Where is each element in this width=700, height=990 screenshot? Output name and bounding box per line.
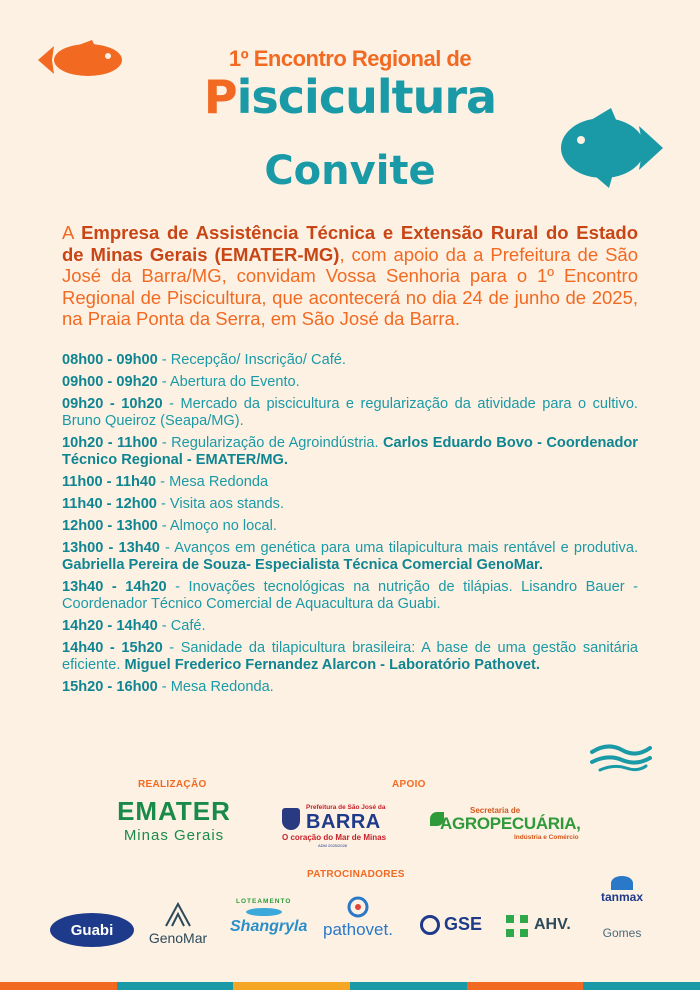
- prefeitura-slogan: O coração do Mar de Minas: [282, 833, 387, 842]
- emater-logo-name: EMATER: [117, 796, 231, 826]
- schedule-description: - Recepção/ Inscrição/ Café.: [157, 352, 346, 368]
- emater-logo-sub: Minas Gerais: [123, 827, 225, 844]
- schedule-description: - Abertura do Evento.: [157, 374, 300, 390]
- schedule-speaker: Carlos Eduardo Bovo - Coordenador Técnico Regional - EMATER/MG.: [62, 435, 638, 468]
- event-title-line1: 1º Encontro Regional de: [228, 46, 472, 71]
- prefeitura-name: BARRA: [306, 811, 381, 833]
- schedule-time: 12h00 - 13h00: [62, 518, 158, 534]
- schedule-item: [62, 435, 638, 469]
- gomes-logo-text: Gomes: [602, 926, 642, 940]
- genomar-logo: [146, 902, 210, 946]
- schedule-item: [62, 496, 638, 513]
- schedule-description: - Mesa Redonda.: [157, 679, 274, 695]
- bar-segment: [233, 982, 350, 990]
- patrocinadores-label: PATROCINADORES: [307, 869, 405, 880]
- prefeitura-top: Prefeitura de São José da: [306, 804, 386, 811]
- schedule-speaker: Miguel Frederico Fernandez Alarcon - Laboratório Pathovet.: [124, 657, 540, 673]
- schedule-time: 10h20 - 11h00: [62, 435, 158, 451]
- pathovet-mark-icon: [347, 896, 369, 918]
- schedule-item: [62, 518, 638, 535]
- schedule-list: [62, 352, 638, 701]
- genomar-mark-icon: [146, 902, 210, 928]
- schedule-time: 13h00 - 13h40: [62, 540, 160, 556]
- schedule-description: - Mesa Redonda: [156, 474, 269, 490]
- schedule-description: - Visita aos stands.: [156, 496, 285, 512]
- bottom-color-bar: [0, 982, 700, 990]
- schedule-description: - Regularização de Agroindústria.: [157, 435, 383, 451]
- crest-icon: [282, 808, 300, 830]
- gse-logo-text: GSE: [444, 914, 483, 934]
- schedule-time: 11h00 - 11h40: [62, 474, 157, 490]
- schedule-description: - Avanços em genética para uma tilapicultura mais rentável e produtiva.: [159, 540, 638, 556]
- tanmax-logo-text: tanmax: [600, 890, 644, 904]
- event-title-main: [0, 70, 700, 124]
- bar-segment: [467, 982, 584, 990]
- pathovet-logo: [313, 896, 403, 940]
- bar-segment: [583, 982, 700, 990]
- bar-segment: [117, 982, 234, 990]
- schedule-item: [62, 352, 638, 369]
- secretaria-top: Secretaria de: [470, 806, 521, 815]
- event-title-rest: iscicultura: [236, 70, 497, 124]
- schedule-time: 08h00 - 09h00: [62, 352, 158, 368]
- tanmax-mark-icon: [611, 876, 633, 890]
- event-title-first-letter: P: [203, 70, 237, 124]
- schedule-description: - Almoço no local.: [157, 518, 277, 534]
- shangryla-text: Shangryla: [230, 918, 308, 935]
- schedule-time: 11h40 - 12h00: [62, 496, 157, 512]
- schedule-item: [62, 618, 638, 635]
- schedule-time: 09h00 - 09h20: [62, 374, 158, 390]
- schedule-item: [62, 679, 638, 696]
- sun-wave-icon: [246, 908, 282, 916]
- schedule-description: - Café.: [157, 618, 206, 634]
- schedule-item: [62, 579, 638, 613]
- loteamento-text: LOTEAMENTO: [236, 898, 292, 905]
- schedule-speaker: Gabriella Pereira de Souza- Especialista Técnica Comercial GenoMar.: [62, 557, 543, 573]
- ahv-cross-h: [504, 923, 530, 929]
- bar-segment: [0, 982, 117, 990]
- schedule-time: 14h20 - 14h40: [62, 618, 158, 634]
- ahv-logo: [506, 915, 576, 939]
- schedule-time: 09h20 - 10h20: [62, 396, 163, 412]
- bar-segment: [350, 982, 467, 990]
- intro-organization: Empresa de Assistência Técnica e Extensão Rural do Estado de Minas Gerais (EMATER-MG): [62, 222, 638, 265]
- guabi-logo-text: Guabi: [70, 921, 114, 939]
- secretaria-sub: Indústria e Comércio: [514, 834, 579, 841]
- secretaria-name: AGROPECUÁRIA,: [440, 814, 581, 833]
- schedule-item: [62, 640, 638, 674]
- schedule-description: - Mercado da piscicultura e regularização da atividade para o cultivo. Bruno Queiroz (Seapa/MG).: [62, 396, 638, 429]
- gomes-logo: [594, 926, 650, 940]
- ahv-logo-text: AHV.: [534, 916, 571, 933]
- shangryla-logo: [226, 896, 308, 948]
- schedule-time: 15h20 - 16h00: [62, 679, 158, 695]
- intro-text-rest: , com apoio da a Prefeitura de São José da Barra/MG, convidam Vossa Senhoria para o 1º Encontro Regional de Piscicultura, que acontecerá no dia 24 de junho de 2025, na Praia Ponta da Serra, em São José da Barra.: [62, 243, 638, 329]
- intro-text-start: A: [62, 222, 82, 243]
- genomar-logo-text: GenoMar: [148, 930, 208, 946]
- gse-mark-icon: [420, 915, 440, 935]
- schedule-item: [62, 474, 638, 491]
- schedule-description: - Inovações tecnológicas na nutrição de tilápias. Lisandro Bauer - Coordenador Técnico Comercial de Aquacultura da Guabi.: [62, 579, 638, 612]
- schedule-time: 14h40 - 15h20: [62, 640, 163, 656]
- pathovet-logo-text: pathovet.: [323, 920, 393, 939]
- page-title: Convite: [264, 148, 436, 194]
- schedule-description: - Sanidade da tilapicultura brasileira: A base de uma gestão sanitária eficiente.: [62, 640, 638, 673]
- schedule-item: [62, 374, 638, 391]
- schedule-item: [62, 540, 638, 574]
- realizacao-label: REALIZAÇÃO: [138, 779, 207, 790]
- schedule-item: [62, 396, 638, 430]
- apoio-label: APOIO: [392, 779, 426, 790]
- wave-icon: [590, 740, 652, 772]
- prefeitura-adm: ADM 2025/2028: [318, 843, 347, 848]
- schedule-time: 13h40 - 14h20: [62, 579, 167, 595]
- intro-paragraph: [62, 222, 638, 330]
- gse-logo: [420, 915, 492, 939]
- tanmax-logo: [592, 876, 652, 904]
- emater-logo: [114, 796, 234, 844]
- guabi-logo: [50, 913, 134, 947]
